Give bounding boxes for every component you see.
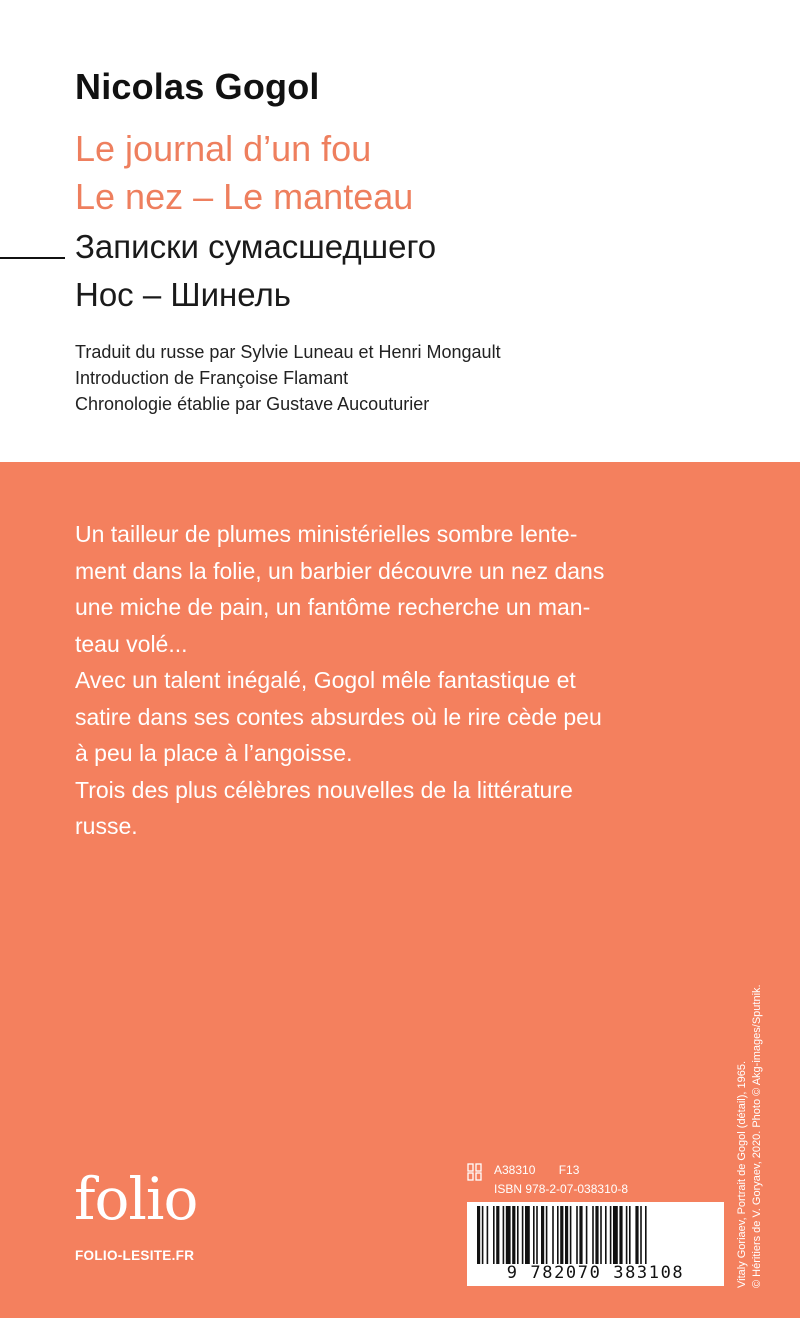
blurb-line: Trois des plus célèbres nouvelles de la littérature (75, 776, 573, 803)
russian-title-line-2: Нос – Шинель (75, 276, 291, 313)
barcode-bar (496, 1206, 499, 1264)
barcode-bar (586, 1206, 588, 1264)
barcode-bar (482, 1206, 484, 1264)
barcode-bar (557, 1206, 559, 1264)
barcode-bar (619, 1206, 622, 1264)
chronology-credit: Chronologie établie par Gustave Aucouturier (75, 394, 430, 414)
barcode-bar (570, 1206, 572, 1264)
barcode-bar (536, 1206, 538, 1264)
barcode-bar (592, 1206, 594, 1264)
blurb-line: à peu la place à l’angoisse. (75, 740, 353, 766)
folio-logo: folio (74, 1165, 198, 1233)
price-code: F13 (558, 1163, 580, 1177)
barcode-bar (560, 1206, 563, 1264)
cover-credit-line-2: © Héritiers de V. Goryaev, 2020. Photo © Akg-images/Sputnik. (751, 984, 763, 1288)
barcode-bar (517, 1206, 519, 1264)
french-title-line-1: Le journal d’un fou (75, 128, 372, 169)
barcode-bar (640, 1206, 642, 1264)
barcode-digits: 9 782070 383108 (506, 1263, 685, 1283)
barcode-bar (533, 1206, 535, 1264)
barcode-bar (525, 1206, 530, 1264)
barcode-bar (610, 1206, 612, 1264)
barcode-bar (541, 1206, 544, 1264)
credits-block (75, 339, 501, 417)
barcode-bar (512, 1206, 515, 1264)
introduction-credit: Introduction de Françoise Flamant (75, 368, 349, 388)
reference-codes (494, 1161, 628, 1199)
barcode (467, 1202, 724, 1286)
divider-rule (0, 257, 65, 259)
barcode-bar (546, 1206, 548, 1264)
blurb-line: une miche de pain, un fantôme recherche un man- (75, 594, 591, 620)
books-icon (465, 1162, 485, 1182)
barcode-bar (635, 1206, 638, 1264)
barcode-bar (605, 1206, 607, 1264)
french-title-line-2: Le nez – Le manteau (75, 176, 414, 217)
barcode-bar (600, 1206, 602, 1264)
barcode-bar (487, 1206, 489, 1264)
blurb-line: Avec un talent inégalé, Gogol mêle fantastique et (75, 667, 576, 693)
barcode-bar (522, 1206, 524, 1264)
barcode-bar (629, 1206, 631, 1264)
barcode-bars (475, 1206, 716, 1264)
barcode-bar (477, 1206, 480, 1264)
blurb-text (75, 516, 675, 845)
barcode-bar (613, 1206, 618, 1264)
publisher-website[interactable]: FOLIO-LESITE.FR (75, 1248, 195, 1263)
barcode-bar (506, 1206, 511, 1264)
author-name: Nicolas Gogol (75, 66, 320, 107)
barcode-bar (645, 1206, 647, 1264)
blurb-line: teau volé... (75, 630, 188, 657)
isbn: ISBN 978-2-07-038310-8 (494, 1182, 629, 1196)
barcode-bar (493, 1206, 495, 1264)
barcode-bar (626, 1206, 628, 1264)
barcode-bar (579, 1206, 582, 1264)
blurb-line: Un tailleur de plumes ministérielles sombre lente- (75, 521, 578, 547)
blurb-line: russe. (75, 813, 138, 839)
barcode-bar (503, 1206, 505, 1264)
barcode-bar (576, 1206, 578, 1264)
barcode-bar (552, 1206, 554, 1264)
russian-title-line-1: Записки сумасшедшего (75, 228, 437, 265)
header-section (0, 0, 800, 462)
barcode-bar (565, 1206, 568, 1264)
translator-credit: Traduit du russe par Sylvie Luneau et Henri Mongault (75, 342, 501, 362)
cover-image-credit (735, 878, 771, 1288)
catalog-code: A38310 (494, 1163, 536, 1177)
blurb-panel (0, 462, 800, 1318)
blurb-line: ment dans la folie, un barbier découvre un nez dans (75, 557, 605, 584)
cover-credit-line-1: Vitaly Goriaev, Portrait de Gogol (détail), 1965. (736, 1060, 748, 1288)
barcode-bar (595, 1206, 598, 1264)
blurb-line: satire dans ses contes absurdes où le rire cède peu (75, 703, 602, 730)
